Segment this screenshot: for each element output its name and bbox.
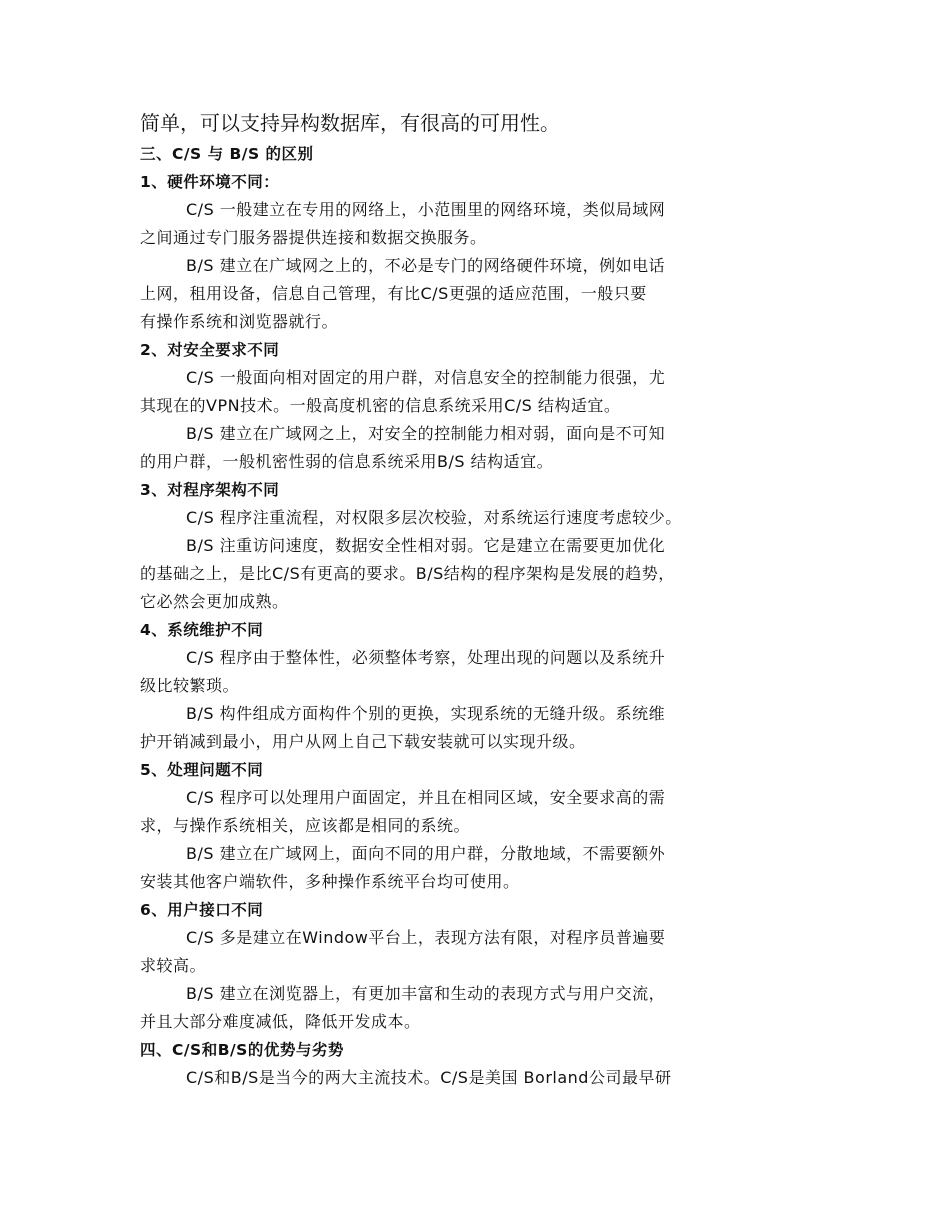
paragraph-line: B/S 建立在广域网上，面向不同的用户群，分散地域，不需要额外 — [186, 844, 666, 863]
paragraph-continuation: 简单，可以支持异构数据库，有很高的可用性。 — [140, 111, 560, 135]
paragraph-line: 求较高。 — [140, 956, 207, 975]
section-heading-4: 四、C/S和B/S的优势与劣势 — [140, 1041, 344, 1059]
paragraph-line: 上网，租用设备，信息自己管理，有比C/S更强的适应范围，一般只要 — [140, 284, 647, 303]
paragraph-line: 的用户群，一般机密性弱的信息系统采用B/S 结构适宜。 — [140, 452, 554, 471]
subheading-maintenance: 4、系统维护不同 — [140, 621, 264, 639]
subheading-hardware: 1、硬件环境不同： — [140, 173, 280, 191]
paragraph-line: 之间通过专门服务器提供连接和数据交换服务。 — [140, 228, 487, 247]
paragraph-line: C/S 一般面向相对固定的用户群，对信息安全的控制能力很强，尤 — [186, 368, 666, 387]
paragraph-line: 并且大部分难度减低，降低开发成本。 — [140, 1012, 421, 1031]
paragraph-line: 其现在的VPN技术。一般高度机密的信息系统采用C/S 结构适宜。 — [140, 396, 621, 415]
paragraph-line: B/S 建立在广域网之上，对安全的控制能力相对弱，面向是不可知 — [186, 424, 666, 443]
paragraph-line: 护开销减到最小，用户从网上自己下载安装就可以实现升级。 — [140, 732, 586, 751]
paragraph-line: 级比较繁琐。 — [140, 676, 240, 695]
paragraph-line: C/S 多是建立在Window平台上，表现方法有限，对程序员普遍要 — [186, 928, 666, 947]
paragraph-line: B/S 构件组成方面构件个别的更换，实现系统的无缝升级。系统维 — [186, 704, 666, 723]
paragraph-line: C/S 程序可以处理用户面固定，并且在相同区域，安全要求高的需 — [186, 788, 666, 807]
paragraph-line: B/S 建立在浏览器上，有更加丰富和生动的表现方式与用户交流， — [186, 984, 666, 1003]
paragraph-line: 求，与操作系统相关，应该都是相同的系统。 — [140, 816, 471, 835]
paragraph-line: 的基础之上，是比C/S有更高的要求。B/S结构的程序架构是发展的趋势， — [140, 564, 675, 583]
document-page — [140, 106, 812, 1092]
paragraph-line: 它必然会更加成熟。 — [140, 592, 289, 611]
subheading-architecture: 3、对程序架构不同 — [140, 481, 280, 499]
paragraph-line: 安装其他客户端软件，多种操作系统平台均可使用。 — [140, 872, 520, 891]
subheading-problem-handling: 5、处理问题不同 — [140, 761, 264, 779]
paragraph-line: B/S 注重访问速度，数据安全性相对弱。它是建立在需要更加优化 — [186, 536, 666, 555]
paragraph-line: C/S 程序注重流程，对权限多层次校验，对系统运行速度考虑较少。 — [186, 508, 682, 527]
section-heading-3: 三、C/S 与 B/S 的区别 — [140, 145, 314, 163]
paragraph-line: C/S 程序由于整体性，必须整体考察，处理出现的问题以及系统升 — [186, 648, 666, 667]
paragraph-line: B/S 建立在广域网之上的，不必是专门的网络硬件环境，例如电话 — [186, 256, 666, 275]
paragraph-line: C/S 一般建立在专用的网络上，小范围里的网络环境，类似局域网 — [186, 200, 666, 219]
paragraph-line: 有操作系统和浏览器就行。 — [140, 312, 339, 331]
subheading-security: 2、对安全要求不同 — [140, 341, 280, 359]
paragraph-line: C/S和B/S是当今的两大主流技术。C/S是美国 Borland公司最早研 — [186, 1068, 672, 1087]
subheading-user-interface: 6、用户接口不同 — [140, 901, 264, 919]
